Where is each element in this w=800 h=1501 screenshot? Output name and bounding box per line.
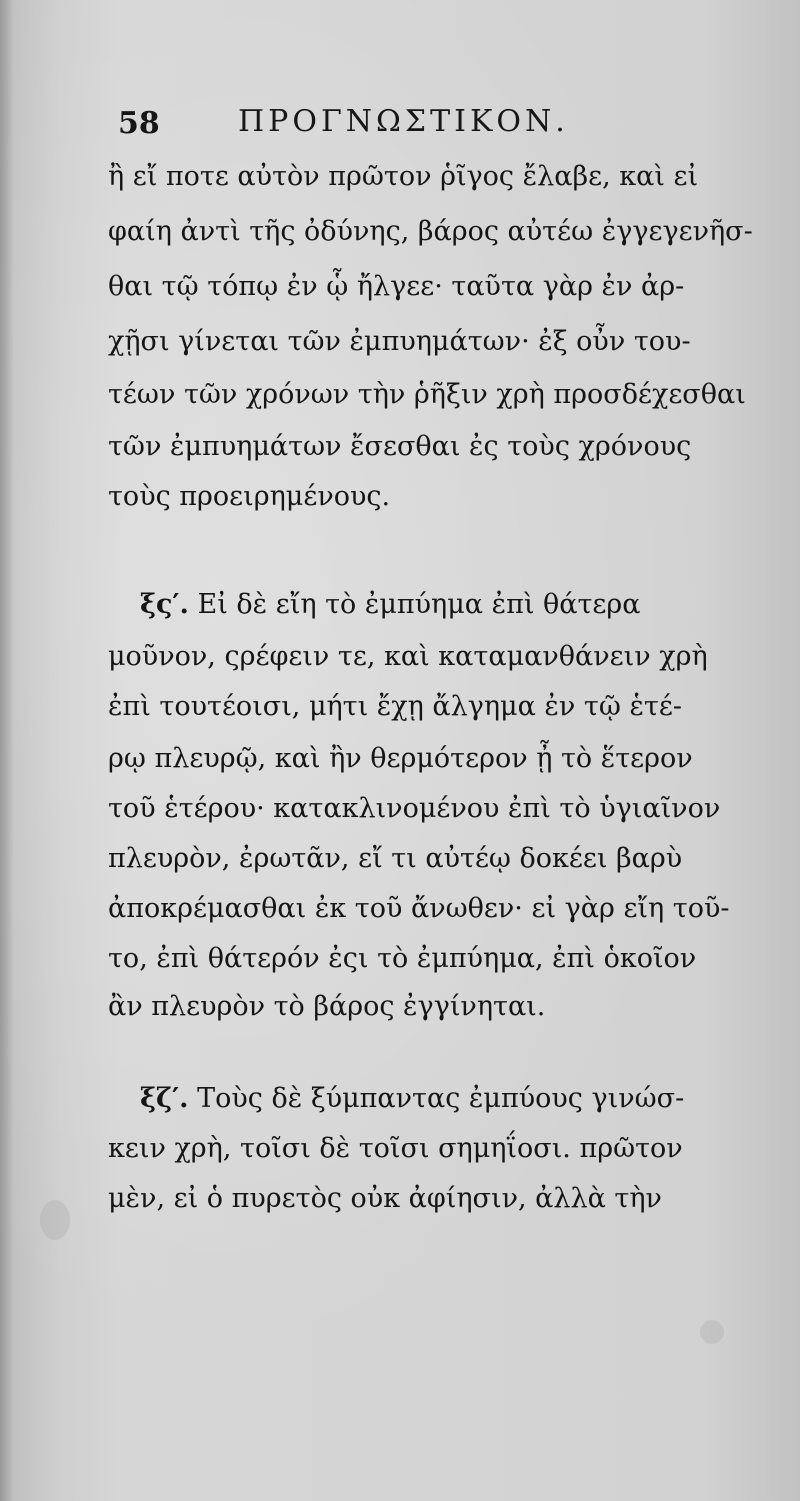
text-line: χῇσι γίνεται τῶν ἐμπυημάτων· ἐξ οὖν του- bbox=[108, 326, 691, 357]
section-number: ξζ′. bbox=[140, 1083, 189, 1114]
text-line: φαίη ἀντὶ τῆς ὀδύνης, βάρος αὐτέω ἐγγεγενῆσ- bbox=[108, 216, 753, 247]
text-line: τῶν ἐμπυημάτων ἔσεσθαι ἐς τοὺς χρόνους bbox=[108, 431, 692, 462]
text-line: ἂν πλευρὸν τὸ βάρος ἐγγίνηται. bbox=[108, 991, 546, 1022]
text-line bbox=[140, 1082, 688, 1116]
text-line bbox=[140, 588, 688, 622]
paper-stain bbox=[40, 1200, 70, 1240]
line-text: Εἰ δὲ εἴη τὸ ἐμπύημα ἐπὶ θάτερα bbox=[197, 589, 641, 620]
text-line: ρῳ πλευρῷ, καὶ ἢν θερμότερον ᾖ τὸ ἕτερον bbox=[108, 743, 693, 774]
text-line: ἀποκρέμασθαι ἐκ τοῦ ἄνωθεν· εἰ γὰρ εἴη τοῦ- bbox=[108, 893, 730, 924]
text-line: τοὺς προειρημένους. bbox=[108, 481, 391, 512]
line-text: Τοὺς δὲ ξύμπαντας ἐμπύους γινώσ- bbox=[197, 1083, 685, 1114]
text-line: τέων τῶν χρόνων τὴν ῥῆξιν χρὴ προσδέχεσθαι bbox=[108, 379, 746, 410]
section-number: ξς′. bbox=[140, 589, 189, 620]
text-line: ἐπὶ τουτέοισι, μήτι ἔχῃ ἄλγημα ἐν τῷ ἑτέ- bbox=[108, 691, 682, 722]
text-line: το, ἐπὶ θάτερόν ἐςι τὸ ἐμπύημα, ἐπὶ ὁκοῖον bbox=[108, 943, 697, 974]
page-edge-shadow bbox=[0, 0, 14, 1501]
running-head: ΠΡΟΓΝΩΣΤΙΚΟΝ. bbox=[238, 104, 569, 139]
text-line: κειν χρὴ, τοῖσι δὲ τοῖσι σημηΐοσι. πρῶτον bbox=[108, 1133, 683, 1164]
page-number: 58 bbox=[118, 106, 160, 141]
page-header bbox=[118, 100, 678, 150]
text-line: μὲν, εἰ ὁ πυρετὸς οὐκ ἀφίησιν, ἀλλὰ τὴν bbox=[108, 1183, 662, 1214]
text-line: ἢ εἴ ποτε αὐτὸν πρῶτον ῥῖγος ἔλαβε, καὶ εἰ bbox=[108, 161, 699, 192]
paper-stain bbox=[700, 1320, 724, 1344]
text-line: θαι τῷ τόπῳ ἐν ᾧ ἤλγεε· ταῦτα γὰρ ἐν ἀρ- bbox=[108, 271, 685, 302]
text-line: πλευρὸν, ἐρωτᾶν, εἴ τι αὐτέῳ δοκέει βαρὺ bbox=[108, 843, 683, 874]
text-line: τοῦ ἑτέρου· κατακλινομένου ἐπὶ τὸ ὑγιαῖνον bbox=[108, 793, 721, 824]
text-line: μοῦνον, ςρέφειν τε, καὶ καταμανθάνειν χρὴ bbox=[108, 641, 708, 672]
